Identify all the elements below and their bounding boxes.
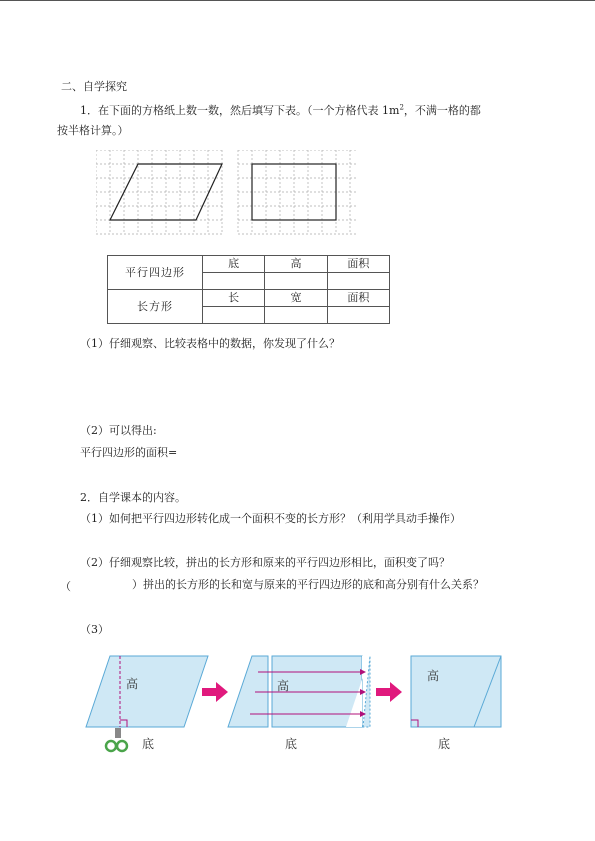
q1-line1-prefix: 1．在下面的方格纸上数一数，然后填写下表。（一个方格代表 1m bbox=[80, 104, 400, 117]
cell-height-value[interactable] bbox=[265, 273, 327, 290]
cell-base-value[interactable] bbox=[203, 273, 265, 290]
parallelogram-transform-figure bbox=[80, 650, 510, 765]
height-label-3: 高 bbox=[427, 669, 440, 683]
cell-length-value[interactable] bbox=[203, 307, 265, 324]
area-formula-prompt: 平行四边形的面积= bbox=[80, 446, 178, 459]
q2-part2: （2）仔细观察比较，拼出的长方形和原来的平行四边形相比，面积变了吗？ bbox=[80, 556, 450, 569]
header-base: 底 bbox=[203, 256, 265, 273]
header-area-rectangle: 面积 bbox=[327, 290, 389, 307]
height-label-2: 高 bbox=[277, 679, 290, 693]
base-label-1: 底 bbox=[142, 737, 155, 751]
header-width: 宽 bbox=[265, 290, 327, 307]
step-arrow-1 bbox=[202, 682, 228, 702]
row-label-parallelogram: 平行四边形 bbox=[108, 256, 203, 290]
scissors-icon bbox=[106, 728, 127, 751]
base-label-2: 底 bbox=[285, 737, 298, 751]
q2-title: 2．自学课本的内容。 bbox=[80, 491, 186, 504]
sub1-question: （1）仔细观察、比较表格中的数据，你发现了什么？ bbox=[80, 337, 340, 350]
q1-line1-suffix: ，不满一格的都 bbox=[403, 104, 481, 117]
q1-line1 bbox=[80, 104, 481, 118]
q2-part4: （3） bbox=[80, 623, 109, 636]
cell-area-parallelogram-value[interactable] bbox=[327, 273, 389, 290]
original-parallelogram bbox=[86, 656, 208, 727]
cell-width-value[interactable] bbox=[265, 307, 327, 324]
row-label-rectangle: 长方形 bbox=[108, 290, 203, 324]
q1-line2: 按半格计算。） bbox=[57, 124, 129, 137]
sub2-question: （2）可以得出: bbox=[80, 424, 157, 437]
q2-part1: （1）如何把平行四边形转化成一个面积不变的长方形？（利用学具动手操作） bbox=[80, 512, 461, 525]
height-label-1: 高 bbox=[126, 677, 139, 691]
cell-area-rectangle-value[interactable] bbox=[327, 307, 389, 324]
grid-lines bbox=[96, 150, 356, 234]
answer-bracket-open: （ bbox=[60, 580, 71, 593]
grid-paper-figure bbox=[96, 150, 358, 240]
page-top-border bbox=[0, 0, 595, 1]
header-length: 长 bbox=[203, 290, 265, 307]
base-label-3: 底 bbox=[438, 737, 451, 751]
q1-superscript: 2 bbox=[399, 103, 404, 112]
header-area-parallelogram: 面积 bbox=[327, 256, 389, 273]
table-row-parallelogram-header bbox=[108, 256, 390, 273]
measurement-table bbox=[107, 255, 390, 324]
table-row-rectangle-header bbox=[108, 290, 390, 307]
q2-part3: ）拼出的长方形的长和宽与原来的平行四边形的底和高分别有什么关系？ bbox=[132, 578, 484, 591]
section-title: 二、自学探究 bbox=[61, 80, 127, 93]
move-arrowhead-2 bbox=[360, 689, 366, 695]
step-arrow-2 bbox=[376, 682, 402, 702]
header-height: 高 bbox=[265, 256, 327, 273]
